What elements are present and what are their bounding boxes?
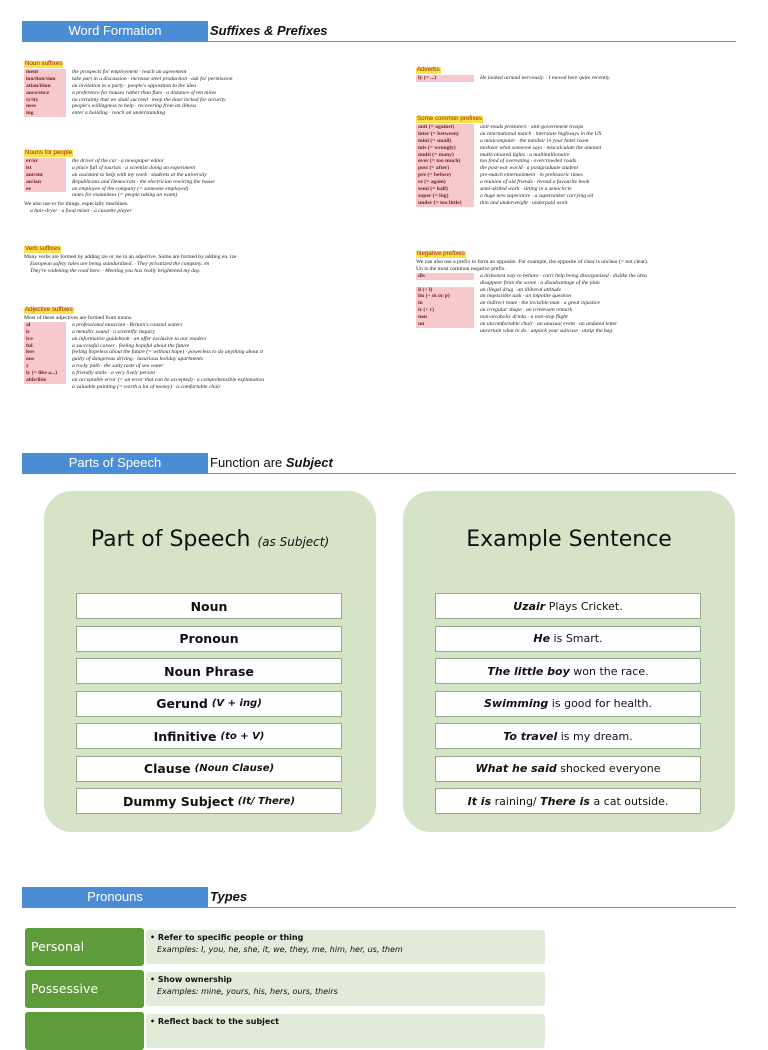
note-key: ir (+ r): [416, 307, 474, 314]
example-subject: To travel: [503, 729, 558, 743]
word-formation-subtitle: Suffixes & Prefixes: [210, 23, 328, 38]
note-row: [24, 179, 324, 186]
note-example: people's willingness to help · recovering from an illness: [72, 103, 197, 110]
note-row: [416, 314, 736, 321]
note-row: [416, 75, 736, 82]
part-of-speech-title: Part of Speech (as Subject): [90, 527, 330, 552]
note-key: multi (= many): [416, 152, 474, 159]
note-example: anti-roads protesters · anti-government troops: [480, 123, 584, 130]
note-row: [416, 179, 736, 186]
note-row: [24, 83, 324, 90]
note-example: an invitation to a party · people's opposition to the idea: [72, 82, 197, 89]
note-key: ee: [24, 186, 66, 193]
note-key: non: [416, 314, 474, 321]
pronoun-type-description: [146, 930, 545, 964]
example-subject: It is: [467, 794, 492, 808]
note-example: an informative guidebook · an offer exclusive to our readers: [72, 335, 207, 342]
note-row: [416, 131, 736, 138]
note-key: ance/ence: [24, 90, 66, 97]
note-example: an indirect route · the invisible man · a great injustice: [480, 300, 600, 307]
note-row: [24, 322, 324, 329]
note-key: under (= too little): [416, 200, 474, 207]
pronouns-tab: Pronouns: [22, 887, 208, 907]
parts-of-speech-subtitle: Function are Subject: [210, 455, 333, 470]
example-sentence-item: [435, 626, 701, 652]
note-row: [24, 370, 324, 377]
note-example: the driver of the car · a newspaper editor: [72, 157, 165, 164]
parts-of-speech-tab: Parts of Speech: [22, 453, 208, 473]
note-key: ment: [24, 69, 66, 76]
example-rest: Plays Cricket.: [545, 599, 623, 613]
example-rest: shocked everyone: [556, 762, 661, 775]
note-row: [24, 343, 324, 350]
note-row: [24, 90, 324, 97]
note-row: [24, 329, 324, 336]
note-example: enter a building · reach an understanding: [72, 110, 166, 117]
note-example: a successful career · feeling hopeful about the future: [72, 342, 190, 349]
note-example: mishear what someone says · miscalculate the amount: [480, 144, 602, 151]
verb-suffixes-line: They're widening the road here. · Meeting you has really brightened my day.: [30, 267, 201, 274]
note-example: a reunion of old friends · reread a favourite book: [480, 179, 590, 186]
note-example: uncertain what to do · unpack your suitcase · unzip the bag: [480, 327, 613, 334]
part-of-speech-item: [76, 723, 342, 749]
note-row: [416, 287, 736, 294]
example-sentence-item: [435, 756, 701, 782]
example-subject: There is: [540, 794, 590, 808]
part-of-speech-item: [76, 626, 342, 652]
section-rule: [22, 907, 736, 908]
part-of-speech-label: Gerund: [156, 696, 208, 711]
part-of-speech-item: [76, 658, 342, 684]
note-key: un: [416, 321, 474, 328]
note-row: [24, 363, 324, 370]
note-row: [416, 293, 736, 300]
note-key: mis (= wrongly): [416, 145, 474, 152]
verb-suffixes-line: European safety rules are being standardized. · They privatized the company. en: [30, 260, 210, 267]
note-key: inter (= between): [416, 131, 474, 138]
pronoun-type-label: [25, 1012, 144, 1050]
note-key: in: [416, 300, 474, 307]
note-row: [416, 307, 736, 314]
example-sentence-item: [435, 593, 701, 619]
part-of-speech-label: Noun: [190, 598, 228, 614]
pronoun-type-definition: • Reflect back to the subject: [150, 1017, 279, 1026]
note-row: [24, 186, 324, 193]
example-rest: raining/: [491, 794, 541, 808]
note-key: ly (= ...): [416, 75, 474, 82]
adverbs-heading: Adverbs: [417, 66, 440, 73]
note-row: [416, 328, 736, 335]
part-of-speech-label: Infinitive: [153, 728, 217, 744]
note-row: [416, 138, 736, 145]
section-rule: [22, 473, 736, 474]
note-key: ive: [24, 336, 66, 343]
note-example: take part in a discussion · increase steel production · ask for permission: [72, 75, 233, 82]
note-key: im (+ m or p): [416, 293, 474, 300]
note-row: [416, 193, 736, 200]
adjective-suffixes-heading: Adjective suffixes: [25, 306, 73, 313]
example-subject: He: [533, 632, 551, 645]
example-subject: Uzair: [513, 599, 546, 613]
note-row: [416, 300, 736, 307]
note-row: [416, 321, 736, 328]
note-key: able/ible: [24, 377, 66, 384]
verb-suffixes-heading: Verb suffixes: [25, 245, 61, 252]
part-of-speech-hint: (Noun Clause): [194, 763, 275, 774]
note-row: [416, 280, 736, 287]
note-key: ist: [24, 165, 66, 172]
example-sentence-item: [435, 691, 701, 717]
note-example: an uncomfortable chair · an unusual event · an undated letter: [480, 321, 618, 328]
negative-prefixes-block: [416, 251, 736, 335]
note-example: a rocky path · the salty taste of sea water: [72, 363, 164, 370]
part-of-speech-item: [76, 756, 342, 782]
part-of-speech-item: [76, 593, 342, 619]
note-row: [24, 336, 324, 343]
note-key: dis: [416, 273, 474, 280]
note-example: a dishonest way to behave · can't help being disorganized · dislike the idea: [480, 272, 647, 279]
nouns-for-people-block: [24, 150, 324, 215]
note-key: y: [24, 363, 66, 370]
note-example: semi-skilled work · sitting in a semicircle: [480, 186, 572, 193]
note-key: ty/ity: [24, 97, 66, 104]
note-key: ous: [24, 356, 66, 363]
example-subject: The little boy: [487, 664, 570, 678]
note-example: an irregular shape · an irrelevant remark: [480, 307, 573, 314]
note-row: [24, 192, 324, 199]
note-row: [24, 158, 324, 165]
note-row: [416, 186, 736, 193]
part-of-speech-item: [76, 691, 342, 717]
note-row: [24, 97, 324, 104]
note-key: less: [24, 349, 66, 356]
pronouns-subtitle: Types: [210, 889, 248, 904]
common-prefixes-block: [416, 116, 736, 207]
note-row: [24, 384, 324, 391]
adjective-suffixes-intro: Most of these adjectives are formed from nouns.: [24, 314, 133, 321]
note-example: a huge new superstore · a supertanker carrying oil: [480, 192, 594, 199]
note-key: ant/ent: [24, 172, 66, 179]
noun-suffixes-block: [24, 61, 324, 117]
note-example: notes for examinees (= people taking an exam): [72, 192, 178, 199]
note-key: ful: [24, 343, 66, 350]
note-example: pre-match entertainment · in prehistoric times: [480, 172, 583, 179]
note-row: [416, 152, 736, 159]
note-example: a metallic sound · a scientific inquiry: [72, 328, 156, 335]
pronoun-type-examples: Examples: I, you, he, she, it, we, they, me, him, her, us, them: [157, 945, 403, 954]
note-example: feeling hopeless about the future (= without hope) · powerless to do anything about it: [72, 349, 264, 356]
pronoun-type-label: Personal: [25, 928, 144, 966]
note-key: ly (= like a...): [24, 370, 66, 377]
note-example: an employee of the company (= someone employed): [72, 185, 189, 192]
note-example: a professional musician · Britain's coastal waters: [72, 321, 183, 328]
pronoun-type-description: [146, 1014, 545, 1048]
note-key: ness: [24, 103, 66, 110]
note-key: il (+ l): [416, 287, 474, 294]
note-row: [24, 165, 324, 172]
word-formation-tab: Word Formation: [22, 21, 208, 41]
note-row: [24, 377, 324, 384]
note-example: non-alcoholic drinks · a non-stop flight: [480, 314, 568, 321]
note-key: al: [24, 322, 66, 329]
example-subject: Swimming: [484, 697, 549, 710]
example-subject: What he said: [475, 762, 557, 775]
example-rest: won the race.: [569, 664, 649, 678]
pronoun-type-label: Possessive: [25, 970, 144, 1008]
example-sentence-item: [435, 723, 701, 749]
note-row: [24, 356, 324, 363]
note-row: [416, 200, 736, 207]
note-example: guilty of dangerous driving · luxurious holiday apartments: [72, 356, 203, 363]
nouns-for-people-footer: We also use er for things, especially machines.: [24, 201, 129, 208]
pronoun-type-description: [146, 972, 545, 1006]
example-rest: a cat outside.: [589, 794, 669, 808]
pronoun-type-definition: • Show ownership: [150, 975, 232, 984]
note-row: [416, 158, 736, 165]
note-example: an international match · interstate highways in the US: [480, 130, 602, 137]
note-example: a minicomputer · the minibar in your hotel room: [480, 137, 589, 144]
note-key: re (= again): [416, 179, 474, 186]
note-example: an acceptable error (= an error that can be accepted) · a comprehensible explanation: [72, 377, 265, 384]
common-prefixes-heading: Some common prefixes: [417, 115, 482, 122]
note-row: [416, 124, 736, 131]
negative-prefixes-intro: We can also use a prefix to form an opposite. For example, the opposite of clear is unclear (= not clear).: [416, 258, 649, 265]
note-example: a preference for houses rather than flats · a distance of ten miles: [72, 89, 217, 96]
part-of-speech-label: Dummy Subject: [122, 793, 234, 809]
part-of-speech-item: [76, 788, 342, 814]
note-row: [416, 273, 736, 280]
note-key: ic: [24, 329, 66, 336]
example-sentence-panel: [403, 491, 735, 832]
part-of-speech-hint: (It/ There): [237, 795, 296, 807]
example-rest: is my dream.: [557, 729, 633, 743]
note-row: [24, 110, 324, 117]
example-sentence-item: [435, 788, 701, 814]
note-row: [416, 145, 736, 152]
note-example: a place full of tourists · a scientist doing an experiment: [72, 164, 196, 171]
note-row: [416, 172, 736, 179]
negative-prefixes-heading: Negative prefixes: [417, 250, 465, 257]
note-example: an illegal drug · an illiberal attitude: [480, 286, 561, 293]
adverbs-block: [416, 67, 736, 82]
note-example: Republicans and Democrats · the electrician rewiring the house: [72, 178, 215, 185]
note-row: [416, 165, 736, 172]
note-example: disappear from the scene · a disadvantage of the plan: [480, 279, 600, 286]
nouns-for-people-footer-example: a hair-dryer · a food mixer · a cassette player: [30, 208, 132, 215]
part-of-speech-label: Clause: [143, 761, 191, 776]
note-key: post (= after): [416, 165, 474, 172]
note-example: thin and underweight · underpaid work: [480, 199, 568, 206]
example-sentence-item: [435, 658, 701, 684]
note-row: [24, 172, 324, 179]
note-example: He looked around nervously. · I moved here quite recently.: [480, 74, 611, 81]
verb-suffixes-line: Many verbs are formed by adding ize or ise to an adjective. Some are formed by adding en. ize: [24, 253, 237, 260]
note-key: mini (= small): [416, 138, 474, 145]
note-key: pre (= before): [416, 172, 474, 179]
note-key: semi (= half): [416, 186, 474, 193]
note-example: too fond of overeating · overcrowded roads: [480, 158, 577, 165]
part-of-speech-panel: [44, 491, 376, 832]
part-of-speech-hint: (V + ing): [211, 698, 262, 709]
note-key: super (= big): [416, 193, 474, 200]
example-rest: is Smart.: [550, 632, 603, 645]
part-of-speech-label: Pronoun: [179, 631, 239, 646]
nouns-for-people-heading: Nouns for people: [25, 149, 73, 156]
pronoun-type-examples: Examples: mine, yours, his, hers, ours, theirs: [157, 987, 338, 996]
negative-prefixes-intro: Un is the most common negative prefix.: [416, 265, 506, 272]
note-row: [24, 76, 324, 83]
noun-suffixes-heading: Noun suffixes: [25, 60, 63, 67]
note-example: multicoloured lights · a multimillionaire: [480, 151, 570, 158]
note-example: no certainty that we shall succeed · keep the door locked for security: [72, 96, 226, 103]
example-sentence-title: Example Sentence: [466, 527, 672, 552]
note-example: a valuable painting (= worth a lot of money) · a comfortable chair: [72, 383, 221, 390]
note-example: a friendly smile · a very lively person: [72, 370, 155, 377]
note-example: the prospects for employment · reach an agreement: [72, 68, 187, 75]
note-key: anti (= against): [416, 124, 474, 131]
note-row: [24, 349, 324, 356]
note-key: over (= too much): [416, 158, 474, 165]
note-key: ion/tion/sion: [24, 76, 66, 83]
part-of-speech-hint: (to + V): [220, 730, 265, 742]
note-example: the post-war world · a postgraduate student: [480, 165, 579, 172]
note-example: an assistant to help with my work · students at the university: [72, 171, 207, 178]
section-rule: [22, 41, 736, 42]
note-key: an/ian: [24, 179, 66, 186]
note-key: ing: [24, 110, 66, 117]
adjective-suffixes-block: [24, 307, 324, 391]
note-key: ation/ition: [24, 83, 66, 90]
note-key: er/or: [24, 158, 66, 165]
note-row: [24, 103, 324, 110]
verb-suffixes-block: [24, 246, 324, 275]
part-of-speech-label: Noun Phrase: [164, 663, 254, 679]
note-row: [24, 69, 324, 76]
example-rest: is good for health.: [548, 697, 652, 710]
pronoun-type-definition: • Refer to specific people or thing: [150, 933, 304, 942]
note-example: an impossible task · an impolite question: [480, 293, 572, 300]
